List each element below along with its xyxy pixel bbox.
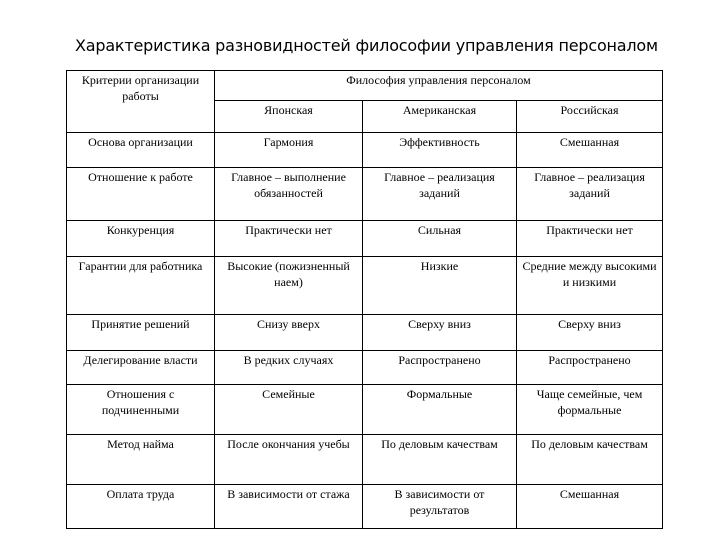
cell-russian: Смешанная [517, 133, 663, 168]
cell-american: Формальные [363, 385, 517, 435]
table-row [67, 485, 663, 529]
row-criterion: Конкуренция [67, 221, 215, 257]
cell-japanese: После окончания учебы [215, 435, 363, 485]
column-header-american: Американская [363, 101, 517, 133]
cell-russian: По деловым качествам [517, 435, 663, 485]
row-criterion: Принятие решений [67, 315, 215, 351]
table-row [67, 221, 663, 257]
cell-japanese: Семейные [215, 385, 363, 435]
row-criterion: Основа организации [67, 133, 215, 168]
row-criterion: Гарантии для работника [67, 257, 215, 315]
cell-russian: Средние между высокими и низкими [517, 257, 663, 315]
row-criterion: Отношение к работе [67, 168, 215, 221]
table-row [67, 351, 663, 385]
cell-russian: Распространено [517, 351, 663, 385]
cell-american: Распространено [363, 351, 517, 385]
cell-russian: Сверху вниз [517, 315, 663, 351]
cell-japanese: Практически нет [215, 221, 363, 257]
cell-american: Низкие [363, 257, 517, 315]
cell-japanese: В зависимости от стажа [215, 485, 363, 529]
table-row [67, 133, 663, 168]
row-criterion: Метод найма [67, 435, 215, 485]
row-criterion: Отношения с подчиненными [67, 385, 215, 435]
cell-japanese: Гармония [215, 133, 363, 168]
table-row [67, 168, 663, 221]
row-criterion: Делегирование власти [67, 351, 215, 385]
cell-japanese: Высокие (пожизненный наем) [215, 257, 363, 315]
table-row [67, 385, 663, 435]
cell-american: Сверху вниз [363, 315, 517, 351]
cell-american: Главное – реализация заданий [363, 168, 517, 221]
cell-russian: Смешанная [517, 485, 663, 529]
philosophy-comparison-table [66, 70, 663, 529]
cell-japanese: Главное – выполнение обязанностей [215, 168, 363, 221]
table-row [67, 315, 663, 351]
cell-american: Сильная [363, 221, 517, 257]
row-criterion: Оплата труда [67, 485, 215, 529]
cell-russian: Главное – реализация заданий [517, 168, 663, 221]
cell-american: В зависимости от результатов [363, 485, 517, 529]
table-row [67, 257, 663, 315]
cell-japanese: Снизу вверх [215, 315, 363, 351]
criteria-header: Критерии организации работы [67, 71, 215, 133]
cell-russian: Чаще семейные, чем формальные [517, 385, 663, 435]
cell-russian: Практически нет [517, 221, 663, 257]
cell-american: По деловым качествам [363, 435, 517, 485]
philosophy-group-header: Философия управления персоналом [215, 71, 663, 101]
cell-american: Эффективность [363, 133, 517, 168]
cell-japanese: В редких случаях [215, 351, 363, 385]
table-row [67, 435, 663, 485]
column-header-russian: Российская [517, 101, 663, 133]
slide-title: Характеристика разновидностей философии управления персоналом [75, 36, 658, 55]
column-header-japanese: Японская [215, 101, 363, 133]
